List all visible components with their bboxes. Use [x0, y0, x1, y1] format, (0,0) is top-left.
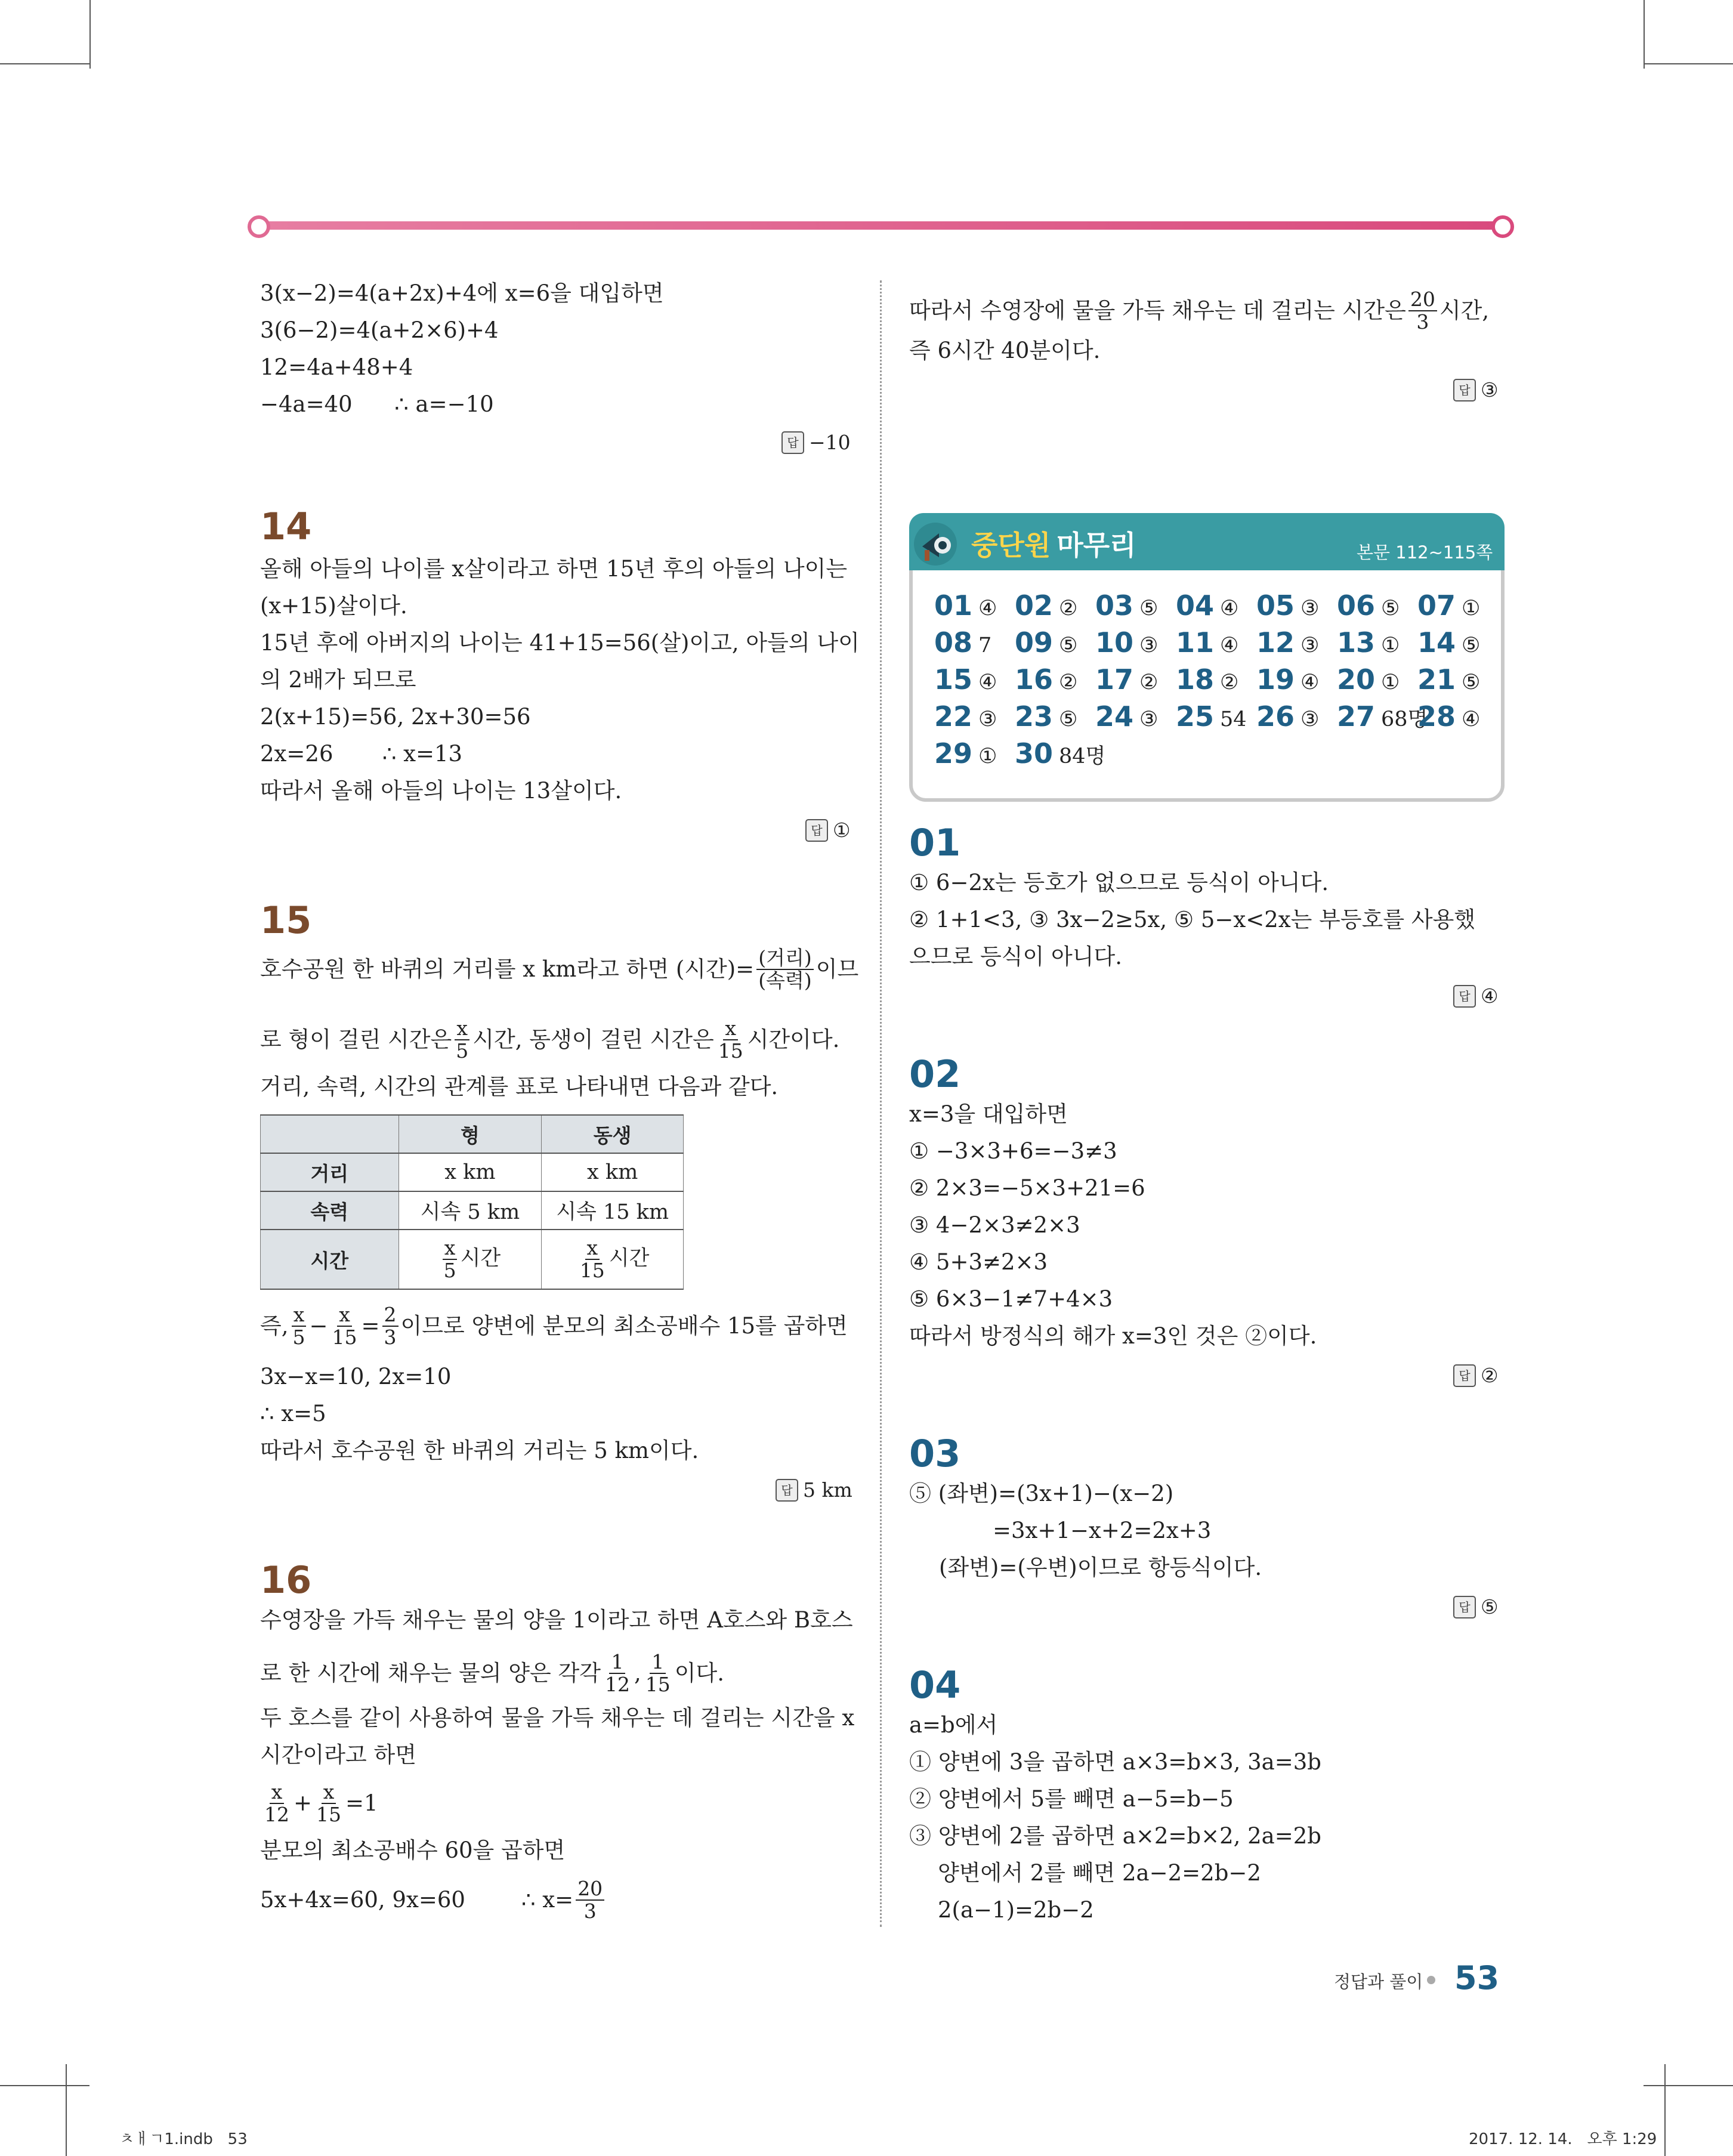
review-answer-item	[1015, 700, 1077, 733]
table-unit: 시간	[460, 1246, 501, 1271]
text-line: 3(x−2)=4(a+2x)+4에 x=6을 대입하면	[260, 280, 664, 306]
text-line: 15년 후에 아버지의 나이는 41+15=56(살)이고, 아들의 나이	[260, 630, 860, 656]
crop-mark	[89, 0, 91, 69]
fraction	[576, 1878, 604, 1922]
review-item-number: 06	[1337, 589, 1376, 622]
review-item-number: 17	[1095, 663, 1134, 696]
review-answer-item	[1337, 700, 1428, 733]
fraction-denominator: 15	[579, 1259, 605, 1282]
review-item-number: 23	[1015, 700, 1054, 733]
text-line: 양변에서 2를 빼면 2a−2=2b−2	[938, 1860, 1261, 1886]
text-segment: 이다.	[674, 1660, 724, 1686]
text-line	[260, 1878, 607, 1922]
fraction	[291, 1304, 307, 1348]
review-item-number: 15	[934, 663, 973, 696]
text-line	[260, 1651, 724, 1695]
review-item-number: 28	[1417, 700, 1456, 733]
fraction	[578, 1237, 607, 1281]
text-line: 2(x+15)=56, 2x+30=56	[260, 704, 531, 730]
review-pages: 본문 112~115쪽	[1357, 542, 1493, 563]
fraction-denominator: 5	[292, 1326, 305, 1349]
fraction	[442, 1237, 458, 1281]
answer-label	[1453, 378, 1499, 401]
fraction-denominator: 15	[332, 1326, 357, 1349]
review-item-answer: ③	[1300, 708, 1320, 731]
question-number: 15	[260, 898, 312, 942]
answer-value: ③	[1481, 378, 1499, 401]
fraction-numerator: x	[723, 1018, 738, 1040]
review-item-answer: ③	[1300, 597, 1320, 620]
review-item-number: 03	[1095, 589, 1134, 622]
review-item-number: 04	[1176, 589, 1215, 622]
text-line	[909, 289, 1489, 333]
text-line: 따라서 호수공원 한 바퀴의 거리는 5 km이다.	[260, 1438, 699, 1463]
fraction	[644, 1651, 672, 1695]
text-line: 수영장을 가득 채우는 물의 양을 1이라고 하면 A호스와 B호스	[260, 1607, 853, 1633]
review-item-answer: ①	[1381, 671, 1400, 694]
fraction-numerator: (거리)	[756, 947, 814, 970]
text-segment: 5x+4x=60, 9x=60 ∴ x=	[260, 1887, 574, 1913]
fraction-denominator: 3	[583, 1899, 597, 1923]
crop-mark	[1664, 2064, 1666, 2156]
footer-label: 정답과 풀이	[1334, 1972, 1423, 1992]
crop-mark	[66, 2064, 67, 2156]
review-item-number: 01	[934, 589, 973, 622]
text-line: ⑤ 6×3−1≠7+4×3	[909, 1286, 1113, 1312]
fraction-denominator: 12	[264, 1803, 289, 1826]
table-cell: x km	[399, 1153, 542, 1191]
text-segment: −	[309, 1313, 328, 1339]
text-line: a=b에서	[909, 1712, 998, 1738]
footer-dot	[1427, 1976, 1435, 1984]
review-answer-item	[1015, 589, 1077, 622]
review-item-answer: ②	[1059, 597, 1078, 620]
relation-table	[260, 1114, 684, 1290]
text-segment: 시간,	[1439, 298, 1490, 323]
fraction-numerator: x	[322, 1781, 336, 1804]
answer-value: ②	[1481, 1364, 1499, 1387]
text-line	[260, 947, 858, 991]
text-line: ∴ x=5	[260, 1401, 326, 1426]
answer-label	[1453, 1364, 1499, 1387]
review-title-highlight: 중단원	[971, 529, 1051, 561]
fraction	[454, 1018, 470, 1062]
answer-value: ①	[833, 818, 851, 842]
review-item-number: 05	[1256, 589, 1295, 622]
table-cell: 시속 15 km	[542, 1191, 684, 1230]
text-segment: 이므로 양변에 분모의 최소공배수 15를 곱하면	[400, 1313, 848, 1339]
review-item-answer: ②	[1059, 671, 1078, 694]
fraction	[756, 947, 814, 991]
review-item-number: 22	[934, 700, 973, 733]
review-answer-item	[1256, 663, 1319, 696]
review-answer-item	[934, 663, 997, 696]
text-line: 시간이라고 하면	[260, 1742, 416, 1768]
text-line: ① 양변에 3을 곱하면 a×3=b×3, 3a=3b	[909, 1749, 1321, 1775]
answer-icon: 답	[1453, 379, 1476, 401]
review-answer-item	[1417, 626, 1480, 659]
text-line: (좌변)=(우변)이므로 항등식이다.	[939, 1555, 1262, 1580]
text-segment: 로 형이 걸린 시간은	[260, 1027, 452, 1052]
table-header-corner	[261, 1115, 399, 1153]
review-answer-item	[1176, 589, 1238, 622]
review-answer-item	[1337, 589, 1400, 622]
review-item-number: 18	[1176, 663, 1215, 696]
answer-label	[781, 431, 851, 454]
text-line: ③ 양변에 2를 곱하면 a×2=b×2, 2a=2b	[909, 1823, 1321, 1849]
review-item-answer: ⑤	[1139, 597, 1159, 620]
fraction	[330, 1304, 359, 1348]
review-item-answer: ①	[1462, 597, 1481, 620]
fraction	[314, 1781, 343, 1826]
review-item-number: 30	[1015, 737, 1054, 770]
review-answer-item	[1417, 589, 1480, 622]
review-answer-item	[1015, 737, 1105, 770]
table-row-label: 거리	[261, 1153, 399, 1191]
question-number: 16	[260, 1558, 312, 1602]
review-item-number: 12	[1256, 626, 1295, 659]
text-line: ① 6−2x는 등호가 없으므로 등식이 아니다.	[909, 870, 1329, 895]
question-number: 02	[909, 1052, 961, 1096]
review-item-number: 09	[1015, 626, 1054, 659]
review-item-answer: 54	[1220, 708, 1247, 731]
fraction-denominator: 5	[443, 1259, 456, 1282]
text-line: 올해 아들의 나이를 x살이라고 하면 15년 후의 아들의 나이는	[260, 556, 848, 582]
text-line: −4a=40 ∴ a=−10	[260, 391, 494, 417]
text-line: ① −3×3+6=−3≠3	[909, 1138, 1117, 1164]
text-segment: =1	[345, 1790, 378, 1816]
review-item-number: 19	[1256, 663, 1295, 696]
answer-label	[1453, 1595, 1499, 1618]
review-item-answer: ②	[1220, 671, 1239, 694]
review-item-answer: ③	[1300, 634, 1320, 657]
review-title-text: 마무리	[1057, 529, 1136, 561]
review-answer-item	[1417, 663, 1480, 696]
review-answer-item	[1095, 663, 1158, 696]
review-answer-item	[934, 737, 997, 770]
fraction-numerator: 2	[382, 1304, 399, 1327]
table-cell	[399, 1230, 542, 1289]
text-line: 으므로 등식이 아니다.	[909, 944, 1122, 969]
slug-left: ㅊㅐㄱ1.indb 53	[119, 2130, 248, 2148]
review-item-answer: ④	[1220, 597, 1239, 620]
answer-icon: 답	[781, 431, 804, 454]
question-number: 14	[260, 505, 312, 548]
answer-icon: 답	[805, 819, 828, 842]
fraction-numerator: x	[585, 1237, 600, 1260]
fraction-denominator: 15	[316, 1803, 342, 1826]
review-item-answer: ①	[978, 745, 997, 768]
review-item-answer: ④	[1300, 671, 1320, 694]
text-line: 따라서 방정식의 해가 x=3인 것은 ②이다.	[909, 1323, 1317, 1349]
review-answer-item	[1095, 626, 1158, 659]
text-line	[260, 1304, 848, 1348]
table-row-label: 속력	[261, 1191, 399, 1230]
review-item-answer: 84명	[1059, 745, 1106, 768]
fraction-denominator: 3	[384, 1326, 397, 1349]
text-line: ③ 4−2×3≠2×3	[909, 1212, 1080, 1238]
table-cell: 시속 5 km	[399, 1191, 542, 1230]
crop-mark	[0, 2085, 89, 2086]
answer-icon: 답	[1453, 1364, 1476, 1387]
text-line: 즉 6시간 40분이다.	[909, 338, 1101, 363]
review-answer-item	[934, 700, 997, 733]
review-answer-item	[1337, 626, 1400, 659]
text-line	[260, 1018, 839, 1062]
text-line: ② 2×3=−5×3+21=6	[909, 1175, 1145, 1201]
review-item-answer: ④	[978, 671, 997, 694]
review-item-number: 13	[1337, 626, 1376, 659]
review-answer-item	[1256, 589, 1319, 622]
table-cell	[542, 1230, 684, 1289]
review-item-number: 27	[1337, 700, 1376, 733]
page-number: 53	[1454, 1959, 1500, 1997]
review-answer-item	[1337, 663, 1400, 696]
text-line: 따라서 올해 아들의 나이는 13살이다.	[260, 778, 622, 804]
text-line: (x+15)살이다.	[260, 593, 407, 619]
review-item-answer: ⑤	[1059, 708, 1078, 731]
text-line: 12=4a+48+4	[260, 354, 413, 380]
fraction	[262, 1781, 291, 1826]
text-line	[260, 1781, 378, 1826]
text-segment: =	[361, 1313, 380, 1339]
answer-icon: 답	[1453, 1596, 1476, 1618]
fraction-denominator: 15	[645, 1673, 671, 1696]
text-line: 3(6−2)=4(a+2×6)+4	[260, 317, 499, 343]
review-item-answer: ⑤	[1059, 634, 1078, 657]
review-item-number: 21	[1417, 663, 1456, 696]
answer-label	[1453, 984, 1499, 1008]
column-divider	[880, 280, 882, 1927]
text-segment: 시간, 동생이 걸린 시간은	[472, 1027, 714, 1052]
crop-mark	[1644, 2085, 1733, 2086]
text-segment: 이므	[815, 956, 859, 982]
review-item-number: 20	[1337, 663, 1376, 696]
review-answer-item	[934, 589, 997, 622]
review-item-answer: ⑤	[1381, 597, 1400, 620]
fraction-numerator: x	[270, 1781, 285, 1804]
answer-icon: 답	[1453, 985, 1476, 1008]
review-answer-item	[1256, 626, 1319, 659]
text-line: 두 호스를 같이 사용하여 물을 가득 채우는 데 걸리는 시간을 x	[260, 1705, 855, 1731]
text-segment: 호수공원 한 바퀴의 거리를 x km라고 하면 (시간)=	[260, 956, 755, 982]
review-answer-item	[1015, 626, 1077, 659]
review-title	[971, 524, 1136, 563]
answer-value: ⑤	[1481, 1595, 1499, 1618]
fraction	[603, 1651, 632, 1695]
review-item-answer: 68명	[1381, 708, 1428, 731]
text-segment: +	[294, 1790, 313, 1816]
crop-mark	[0, 63, 89, 64]
review-item-answer: ⑤	[1462, 634, 1481, 657]
table-row-label: 시간	[261, 1230, 399, 1289]
review-answer-item	[934, 626, 991, 659]
fraction-numerator: 20	[1408, 289, 1437, 311]
question-number: 04	[909, 1663, 961, 1707]
fraction-denominator: 12	[604, 1673, 630, 1696]
review-answer-item	[1015, 663, 1077, 696]
review-item-answer: ④	[978, 597, 997, 620]
fraction-denominator: (속력)	[758, 969, 812, 992]
review-answer-item	[1417, 700, 1480, 733]
table-unit: 시간	[608, 1246, 650, 1271]
review-item-answer: ④	[1220, 634, 1239, 657]
slug-right: 2017. 12. 14. 오후 1:29	[1469, 2130, 1657, 2148]
review-answer-item	[1176, 626, 1238, 659]
review-item-number: 08	[934, 626, 973, 659]
text-segment: 로 한 시간에 채우는 물의 양은 각각	[260, 1660, 601, 1686]
answer-label	[805, 818, 851, 842]
review-item-answer: ⑤	[1462, 671, 1481, 694]
text-line: 의 2배가 되므로	[260, 667, 416, 693]
review-item-answer: 7	[978, 634, 992, 657]
answer-value: ④	[1481, 984, 1499, 1008]
fraction-denominator: 5	[456, 1039, 469, 1062]
review-item-number: 29	[934, 737, 973, 770]
review-item-answer: ②	[1139, 671, 1159, 694]
review-item-number: 02	[1015, 589, 1054, 622]
text-line: 3x−x=10, 2x=10	[260, 1364, 452, 1389]
review-item-number: 10	[1095, 626, 1134, 659]
fraction	[1408, 289, 1437, 333]
text-segment: 즉,	[260, 1313, 289, 1339]
fraction-numerator: x	[337, 1304, 352, 1327]
review-item-number: 26	[1256, 700, 1295, 733]
fraction-numerator: x	[455, 1018, 469, 1040]
fraction-numerator: 1	[650, 1651, 666, 1674]
review-item-number: 24	[1095, 700, 1134, 733]
review-answer-item	[1176, 663, 1238, 696]
fraction-denominator: 3	[1416, 310, 1429, 333]
review-answer-item	[1176, 700, 1247, 733]
review-item-number: 14	[1417, 626, 1456, 659]
header-bar	[257, 221, 1503, 230]
megaphone-icon	[912, 520, 959, 568]
fraction-numerator: x	[292, 1304, 307, 1327]
crop-mark	[1644, 63, 1733, 64]
review-answer-item	[1095, 700, 1158, 733]
review-item-answer: ③	[1139, 634, 1159, 657]
review-item-answer: ④	[1462, 708, 1481, 731]
text-line: ② 양변에서 5를 빼면 a−5=b−5	[909, 1786, 1234, 1812]
review-item-number: 25	[1176, 700, 1215, 733]
question-number: 01	[909, 821, 961, 864]
answer-value: −10	[809, 431, 851, 454]
review-item-answer: ③	[978, 708, 997, 731]
text-line: 2(a−1)=2b−2	[938, 1897, 1094, 1923]
fraction	[716, 1018, 745, 1062]
header-bar-end-right	[1491, 215, 1514, 238]
header-bar-end-left	[248, 215, 270, 238]
text-line: 거리, 속력, 시간의 관계를 표로 나타내면 다음과 같다.	[260, 1074, 779, 1099]
text-segment: 시간이다.	[747, 1027, 840, 1052]
crop-mark	[1644, 0, 1645, 69]
answer-label	[776, 1478, 852, 1502]
review-item-number: 11	[1176, 626, 1215, 659]
fraction	[382, 1304, 399, 1348]
text-line: x=3을 대입하면	[909, 1101, 1068, 1127]
text-segment: 따라서 수영장에 물을 가득 채우는 데 걸리는 시간은	[909, 298, 1406, 323]
fraction-numerator: 20	[576, 1878, 604, 1901]
table-header: 동생	[542, 1115, 684, 1153]
question-number: 03	[909, 1432, 961, 1475]
text-line: ④ 5+3≠2×3	[909, 1249, 1048, 1275]
review-answer-item	[1095, 589, 1158, 622]
review-item-number: 16	[1015, 663, 1054, 696]
review-item-number: 07	[1417, 589, 1456, 622]
answer-value: 5 km	[803, 1478, 852, 1502]
text-line: ⑤ (좌변)=(3x+1)−(x−2)	[909, 1481, 1174, 1506]
text-line: =3x+1−x+2=2x+3	[993, 1518, 1212, 1543]
text-segment: ,	[634, 1660, 641, 1686]
text-line: 2x=26 ∴ x=13	[260, 741, 463, 767]
review-item-answer: ①	[1381, 634, 1400, 657]
table-header: 형	[399, 1115, 542, 1153]
text-line: 분모의 최소공배수 60을 곱하면	[260, 1837, 566, 1863]
fraction-denominator: 15	[718, 1039, 743, 1062]
fraction-numerator: 1	[609, 1651, 625, 1674]
text-line: ② 1+1<3, ③ 3x−2≥5x, ⑤ 5−x<2x는 부등호를 사용했	[909, 907, 1476, 932]
review-item-answer: ③	[1139, 708, 1159, 731]
fraction-numerator: x	[443, 1237, 458, 1260]
answer-icon: 답	[776, 1479, 798, 1502]
review-answer-item	[1256, 700, 1319, 733]
table-cell: x km	[542, 1153, 684, 1191]
